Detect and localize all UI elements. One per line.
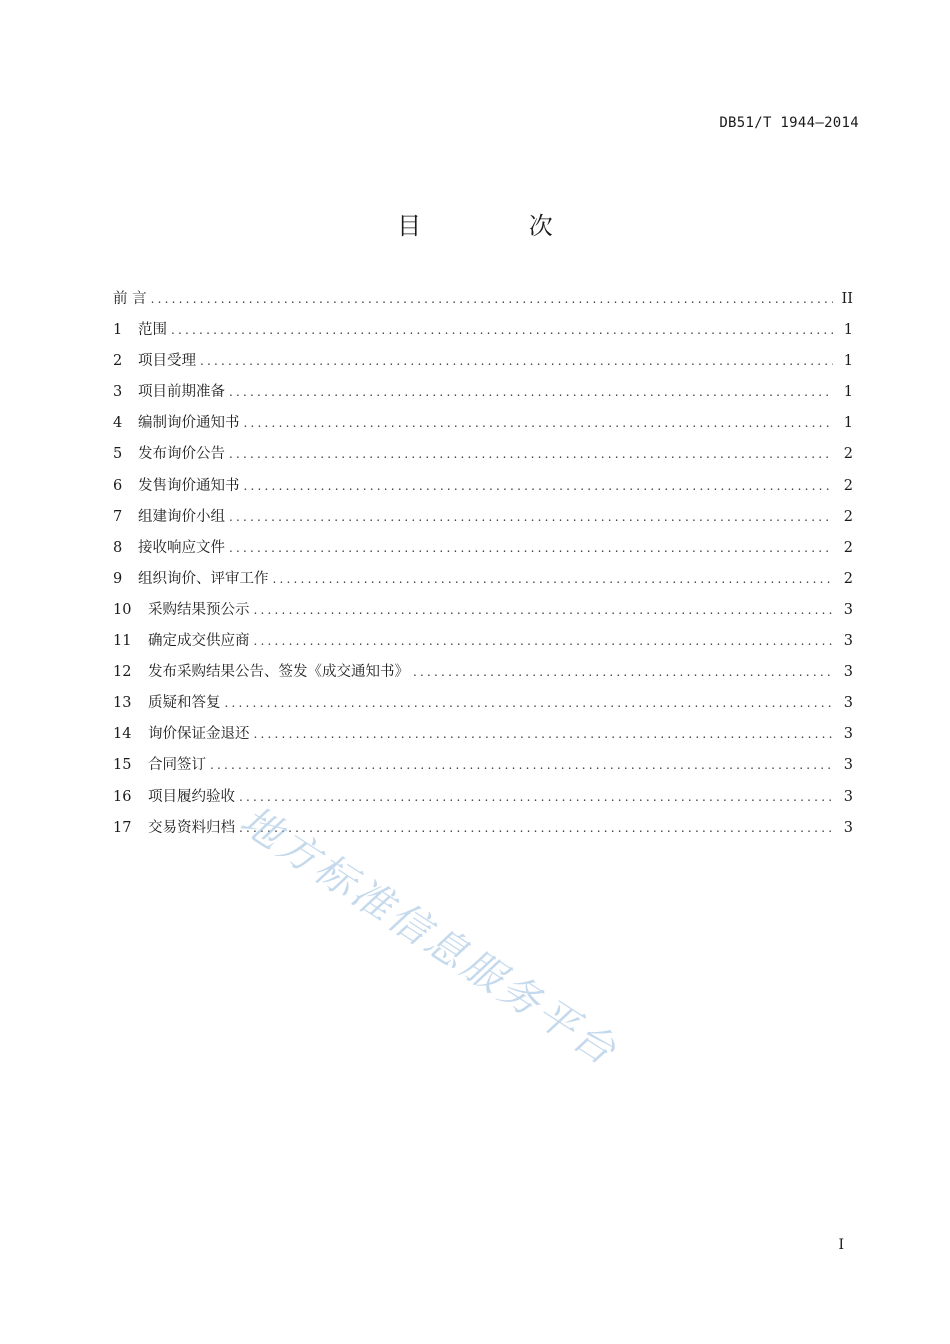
toc-entry-label: 范围 [138, 322, 167, 339]
toc-entry[interactable] [113, 753, 853, 784]
toc-entry-number: 1 [113, 322, 123, 339]
toc-entry-number: 6 [113, 477, 123, 494]
toc-entry-label: 质疑和答复 [148, 695, 221, 712]
toc-entry-page: 2 [843, 570, 853, 587]
toc-entry-label: 采购结果预公示 [148, 601, 250, 618]
toc-entry-label: 发布采购结果公告、签发《成交通知书》 [148, 664, 409, 681]
toc-entry-number: 8 [113, 539, 123, 556]
toc-entry-page: 3 [843, 601, 853, 618]
toc-entry-label: 交易资料归档 [148, 819, 235, 836]
toc-entry-page: II [841, 291, 853, 307]
toc-entry[interactable] [113, 505, 853, 536]
toc-leader-dots [200, 354, 833, 368]
toc-entry[interactable] [113, 722, 853, 753]
toc-entry-number: 10 [113, 601, 132, 618]
toc-entry-page: 3 [843, 788, 853, 805]
page-number: I [838, 1237, 844, 1253]
toc-leader-dots [229, 541, 833, 555]
toc-leader-dots [244, 416, 834, 430]
toc-entry-label: 发布询价公告 [138, 446, 225, 463]
toc-leader-dots [171, 323, 833, 337]
toc-entry-number: 7 [113, 508, 123, 525]
toc-entry-page: 3 [843, 664, 853, 681]
toc-entry-page: 2 [843, 446, 853, 463]
toc-entry-label: 发售询价通知书 [138, 477, 240, 494]
toc-entry-page: 3 [843, 757, 853, 774]
toc-entry-page: 1 [843, 353, 853, 370]
toc-entry[interactable] [113, 411, 853, 442]
toc-entry-page: 3 [843, 819, 853, 836]
toc-leader-dots [229, 510, 833, 524]
toc-entry-number: 14 [113, 726, 132, 743]
toc-entry[interactable] [113, 567, 853, 598]
toc-entry[interactable] [113, 442, 853, 473]
toc-entry-number: 5 [113, 446, 123, 463]
toc-entry-label: 确定成交供应商 [148, 633, 250, 650]
toc-entry-page: 3 [843, 695, 853, 712]
toc-leader-dots [151, 292, 833, 306]
toc-leader-dots [229, 385, 833, 399]
toc-entry-number: 13 [113, 695, 132, 712]
toc-entry-label: 编制询价通知书 [138, 415, 240, 432]
toc-entry[interactable] [113, 536, 853, 567]
toc-leader-dots [254, 727, 834, 741]
toc-entry-number: 15 [113, 757, 132, 774]
toc-title: 目 次 [397, 212, 603, 240]
toc-leader-dots [239, 790, 833, 804]
toc-leader-dots [254, 634, 834, 648]
toc-entry-number: 17 [113, 819, 132, 836]
toc-entry-page: 1 [843, 322, 853, 339]
toc-entry[interactable] [113, 287, 853, 318]
toc-leader-dots [210, 758, 833, 772]
watermark: 地方标准信息服务平台 [232, 797, 627, 1076]
toc-entry-number: 9 [113, 570, 123, 587]
toc-entry-label: 项目受理 [138, 353, 196, 370]
toc-entry-label: 前 言 [113, 291, 147, 307]
toc-leader-dots [229, 447, 833, 461]
toc-entry-number: 12 [113, 664, 132, 681]
toc-leader-dots [413, 665, 833, 679]
toc-entry-page: 1 [843, 415, 853, 432]
toc-entry-label: 合同签订 [148, 757, 206, 774]
toc-entry-number: 4 [113, 415, 123, 432]
toc-entry[interactable] [113, 816, 853, 847]
toc-leader-dots [254, 603, 834, 617]
toc-entry-label: 接收响应文件 [138, 539, 225, 556]
toc-leader-dots [273, 572, 834, 586]
toc-entry[interactable] [113, 349, 853, 380]
toc-entry[interactable] [113, 660, 853, 691]
toc-entry-page: 1 [843, 384, 853, 401]
toc-entry[interactable] [113, 629, 853, 660]
toc-entry-page: 2 [843, 539, 853, 556]
toc-entry[interactable] [113, 785, 853, 816]
toc-entry-label: 项目前期准备 [138, 384, 225, 401]
toc-entry-label: 项目履约验收 [148, 788, 235, 805]
toc-entry-number: 3 [113, 384, 123, 401]
toc-entry-page: 2 [843, 477, 853, 494]
toc-entry[interactable] [113, 380, 853, 411]
toc-entry[interactable] [113, 598, 853, 629]
toc-entry-label: 组建询价小组 [138, 508, 225, 525]
toc-entry-number: 16 [113, 788, 132, 805]
toc-entry-number: 11 [113, 633, 132, 650]
table-of-contents [113, 287, 853, 847]
toc-entry-page: 3 [843, 726, 853, 743]
toc-leader-dots [244, 479, 834, 493]
toc-entry[interactable] [113, 474, 853, 505]
toc-entry-page: 3 [843, 633, 853, 650]
toc-entry[interactable] [113, 691, 853, 722]
document-code: DB51/T 1944—2014 [719, 115, 859, 131]
toc-entry[interactable] [113, 318, 853, 349]
toc-leader-dots [239, 821, 833, 835]
toc-entry-number: 2 [113, 353, 123, 370]
toc-entry-page: 2 [843, 508, 853, 525]
toc-entry-label: 组织询价、评审工作 [138, 570, 269, 587]
toc-entry-label: 询价保证金退还 [148, 726, 250, 743]
toc-leader-dots [225, 696, 834, 710]
